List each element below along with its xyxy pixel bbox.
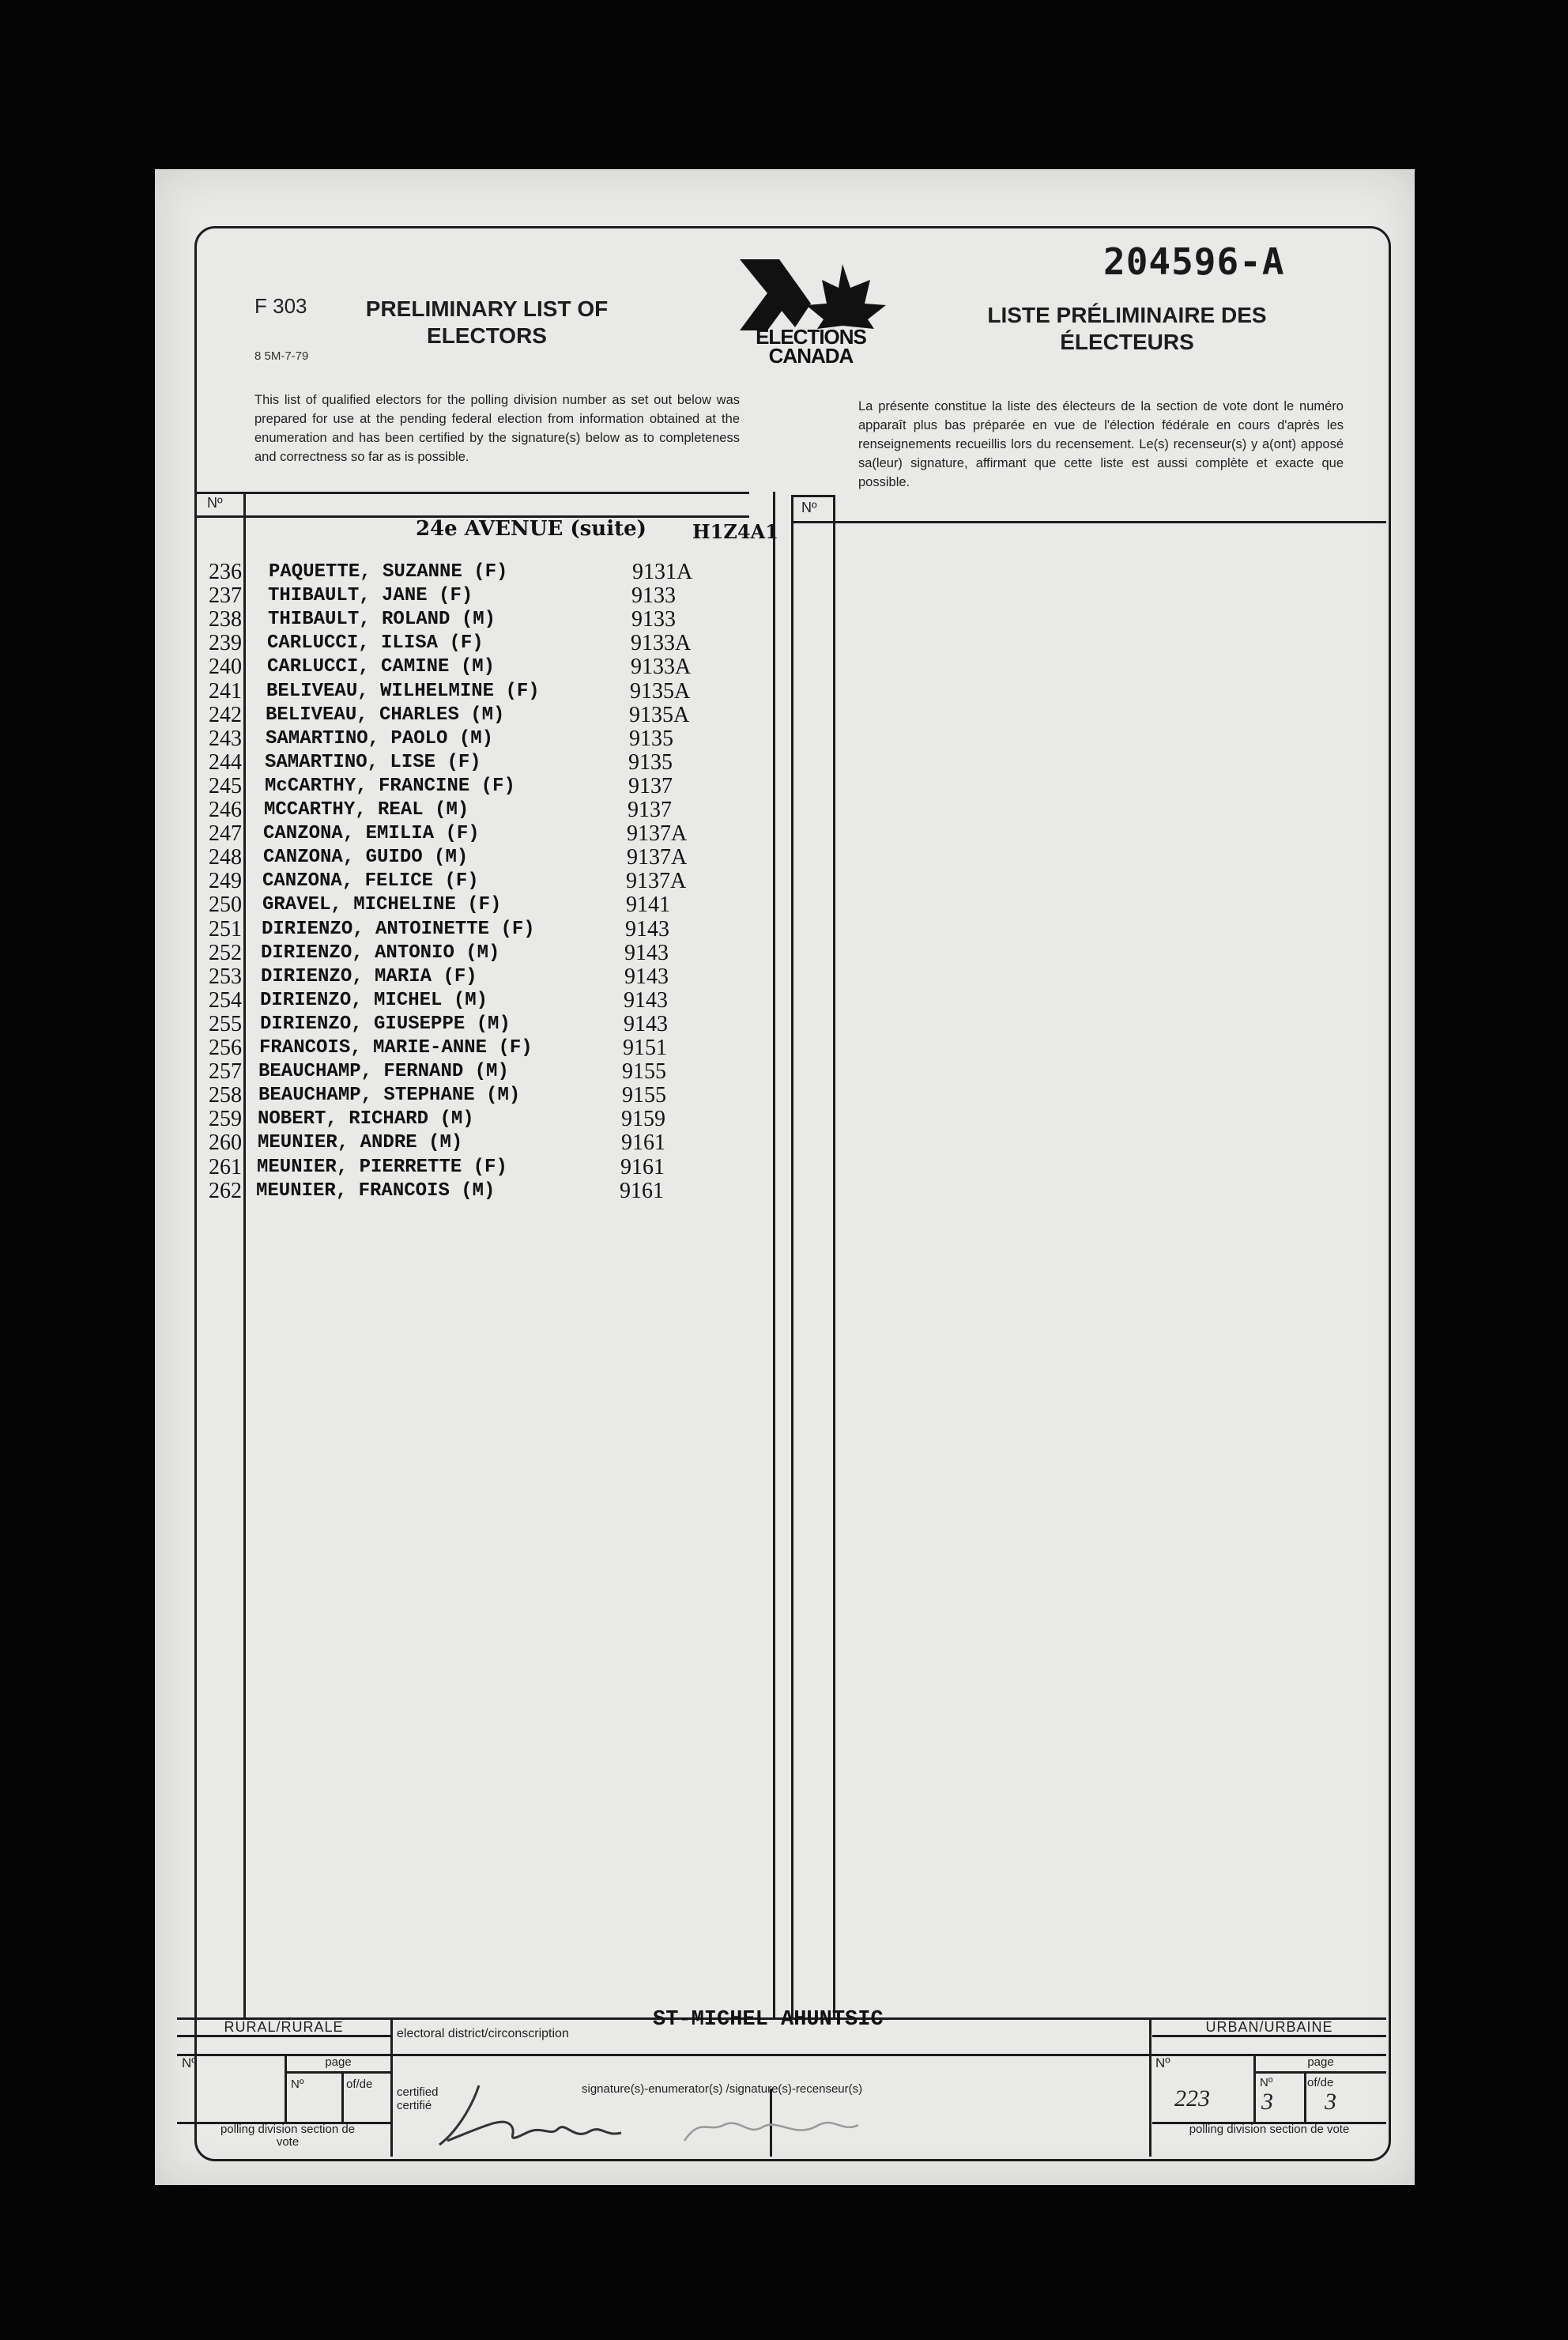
- elector-number: 242: [209, 703, 242, 727]
- urban-of-label: of/de: [1307, 2076, 1334, 2089]
- list-item: [155, 655, 756, 678]
- elector-name: BEAUCHAMP, STEPHANE (M): [258, 1085, 521, 1106]
- elector-number: 259: [209, 1107, 242, 1131]
- rural-page-label: page: [325, 2055, 352, 2069]
- elector-number: 243: [209, 727, 242, 751]
- elector-name: CANZONA, FELICE (F): [262, 870, 479, 892]
- elector-number: 253: [209, 964, 242, 989]
- list-item: [155, 1012, 756, 1036]
- elector-number: 244: [209, 750, 242, 775]
- list-item: [155, 1130, 756, 1154]
- list-item: [155, 774, 756, 798]
- elector-number: 249: [209, 869, 242, 893]
- elector-address: 9141: [626, 893, 670, 917]
- list-item: [155, 893, 756, 916]
- elector-address: 9135A: [630, 679, 691, 704]
- intro-french: La présente constitue la liste des électeurs de la section de vote dont le numéro apparaît plus bas préparée en vue de l'élection fédérale en cours d'après les renseignements recueillis lors du recensement. Le(s) recenseur(s) y a(ont) apposé sa(leur) signature, affirmant que cette liste est aussi complète et exacte que possible.: [858, 399, 1344, 489]
- logo-text: ELECTIONS CANADA: [756, 325, 866, 368]
- elector-name: BELIVEAU, CHARLES (M): [266, 704, 505, 726]
- list-item: [155, 869, 756, 893]
- elector-number: 246: [209, 798, 242, 822]
- form-number: F 303: [254, 294, 307, 318]
- elector-name: MEUNIER, PIERRETTE (F): [257, 1157, 507, 1178]
- elector-address: 9133A: [631, 631, 692, 655]
- electoral-district-label: electoral district/circonscription: [397, 2027, 569, 2040]
- elector-name: PAQUETTE, SUZANNE (F): [269, 561, 508, 583]
- elector-number: 255: [209, 1012, 242, 1036]
- elector-address: 9161: [620, 1155, 665, 1179]
- list-item: [155, 1083, 756, 1107]
- title-french: LISTE PRÉLIMINAIRE DES ÉLECTEURS: [987, 303, 1267, 354]
- column-header-no-right: Nº: [801, 500, 817, 515]
- elector-name: NOBERT, RICHARD (M): [258, 1108, 474, 1130]
- list-item: [155, 583, 756, 607]
- elector-name: FRANCOIS, MARIE-ANNE (F): [259, 1037, 533, 1059]
- elector-address: 9131A: [632, 560, 693, 584]
- elector-number: 254: [209, 988, 242, 1013]
- urban-no-label: Nº: [1155, 2055, 1170, 2070]
- list-column-divider: [773, 492, 775, 2017]
- elector-name: SAMARTINO, LISE (F): [265, 752, 481, 773]
- elector-number: 240: [209, 655, 242, 679]
- elector-number: 262: [209, 1179, 242, 1203]
- elector-name: DIRIENZO, ANTONIO (M): [261, 942, 500, 964]
- urban-polling-division-label: polling division section de vote: [1189, 2123, 1350, 2136]
- elector-number: 251: [209, 917, 242, 942]
- list-item: [155, 845, 756, 869]
- elector-name: DIRIENZO, MICHEL (M): [260, 990, 488, 1011]
- table-top-rule-left: [194, 492, 749, 494]
- elector-address: 9135: [628, 750, 673, 775]
- elector-address: 9161: [621, 1130, 665, 1155]
- enumerator-signatures: [424, 2070, 866, 2155]
- urban-of-divider: [1304, 2071, 1306, 2122]
- rural-page-no-label: Nº: [291, 2078, 304, 2091]
- list-item: [155, 631, 756, 655]
- elector-number: 248: [209, 845, 242, 870]
- table-header-rule-right: [791, 521, 1386, 523]
- urban-page-rule: [1253, 2071, 1386, 2074]
- elector-number: 245: [209, 774, 242, 798]
- list-item: [155, 964, 756, 988]
- form-print-date: 8 5M-7-79: [254, 349, 309, 363]
- elector-number: 236: [209, 560, 242, 584]
- elector-number: 256: [209, 1036, 242, 1060]
- elector-address: 9135A: [629, 703, 690, 727]
- rural-of-label: of/de: [346, 2078, 373, 2091]
- elector-name: McCARTHY, FRANCINE (F): [265, 776, 515, 797]
- elector-name: MEUNIER, ANDRE (M): [258, 1132, 463, 1153]
- elector-name: SAMARTINO, PAOLO (M): [266, 728, 494, 749]
- elector-name: CANZONA, EMILIA (F): [263, 823, 480, 844]
- postal-code: H1Z4A1: [692, 520, 778, 543]
- elector-address: 9137A: [627, 845, 688, 870]
- elector-name: BELIVEAU, WILHELMINE (F): [266, 681, 540, 702]
- elector-address: 9159: [621, 1107, 665, 1131]
- urban-page-number: 3: [1261, 2089, 1273, 2115]
- elector-address: 9143: [624, 941, 669, 965]
- list-item: [155, 917, 756, 941]
- elector-number: 241: [209, 679, 242, 704]
- rural-polling-division-label: polling division section de vote: [220, 2123, 356, 2149]
- elector-name: THIBAULT, JANE (F): [268, 585, 473, 606]
- signature-label: signature(s)-enumerator(s) /signature(s)-recenseur(s): [582, 2082, 863, 2096]
- elector-number: 239: [209, 631, 242, 655]
- urban-box-divider: [1149, 2017, 1152, 2157]
- title-english: PRELIMINARY LIST OF ELECTORS: [365, 296, 609, 348]
- urban-label: URBAN/URBAINE: [1205, 2019, 1333, 2035]
- elector-address: 9137: [628, 774, 673, 798]
- list-item: [155, 560, 756, 583]
- elector-address: 9143: [625, 917, 669, 942]
- elector-address: 9151: [623, 1036, 667, 1060]
- rural-label: RURAL/RURALE: [224, 2019, 344, 2035]
- elector-name: CARLUCCI, CAMINE (M): [267, 656, 496, 677]
- list-item: [155, 1059, 756, 1083]
- list-item: [155, 941, 756, 964]
- table-top-rule-right: [791, 495, 835, 497]
- electoral-district: ST-MICHEL AHUNTSIC: [653, 2008, 884, 2032]
- urban-polling-number: 223: [1174, 2085, 1210, 2112]
- elector-name: DIRIENZO, ANTOINETTE (F): [262, 919, 535, 940]
- list-item: [155, 703, 756, 727]
- rural-of-divider: [341, 2071, 344, 2122]
- right-number-column-divider: [833, 495, 835, 2017]
- certified-label: certified certifié: [397, 2085, 439, 2112]
- serial-number: 204596-A: [1103, 240, 1285, 283]
- elector-number: 247: [209, 821, 242, 846]
- elector-number: 258: [209, 1083, 242, 1108]
- elector-name: CARLUCCI, ILISA (F): [267, 632, 484, 654]
- elector-number: 260: [209, 1130, 242, 1155]
- urban-page-no-label: Nº: [1260, 2076, 1273, 2089]
- elector-name: BEAUCHAMP, FERNAND (M): [258, 1061, 509, 1082]
- list-item: [155, 750, 756, 774]
- elector-address: 9137: [628, 798, 672, 822]
- elector-address: 9133A: [631, 655, 692, 679]
- elector-name: THIBAULT, ROLAND (M): [268, 609, 496, 630]
- elector-number: 238: [209, 607, 242, 632]
- elector-address: 9143: [624, 988, 668, 1013]
- list-item: [155, 1155, 756, 1179]
- rural-box-divider: [390, 2017, 393, 2157]
- urban-page-total: 3: [1325, 2089, 1336, 2115]
- list-item: [155, 1179, 756, 1202]
- list-item: [155, 1107, 756, 1130]
- elector-address: 9143: [624, 1012, 668, 1036]
- list-item: [155, 1036, 756, 1059]
- list-item: [155, 988, 756, 1012]
- elector-address: 9143: [624, 964, 669, 989]
- elector-address: 9137A: [626, 869, 687, 893]
- elector-address: 9133: [631, 607, 676, 632]
- document-page: [155, 169, 1415, 2185]
- list-item: [155, 821, 756, 845]
- right-number-column-left: [791, 495, 793, 2017]
- street-name: 24e AVENUE (suite): [416, 517, 646, 541]
- elector-name: DIRIENZO, MARIA (F): [261, 966, 477, 987]
- elector-address: 9161: [620, 1179, 664, 1203]
- elector-name: MCCARTHY, REAL (M): [264, 799, 469, 821]
- elector-address: 9135: [629, 727, 673, 751]
- elector-name: DIRIENZO, GIUSEPPE (M): [260, 1013, 511, 1035]
- list-item: [155, 727, 756, 750]
- rural-page-rule: [285, 2071, 390, 2074]
- elector-number: 252: [209, 941, 242, 965]
- elector-number: 257: [209, 1059, 242, 1084]
- elector-number: 237: [209, 583, 242, 608]
- rural-no-label: Nº: [182, 2055, 197, 2070]
- elector-number: 250: [209, 893, 242, 917]
- column-header-no-left: Nº: [207, 495, 223, 511]
- elector-address: 9155: [622, 1083, 666, 1108]
- elector-address: 9137A: [627, 821, 688, 846]
- elector-number: 261: [209, 1155, 242, 1179]
- list-item: [155, 679, 756, 703]
- list-item: [155, 798, 756, 821]
- intro-english: This list of qualified electors for the polling division number as set out below was prepared for use at the pending federal election from information obtained at the enumeration and has been certified by the signature(s) below as to completeness and correctness so far as is possible.: [254, 393, 740, 464]
- elector-name: CANZONA, GUIDO (M): [263, 847, 469, 868]
- elector-address: 9155: [622, 1059, 666, 1084]
- elector-name: GRAVEL, MICHELINE (F): [262, 894, 502, 915]
- elector-name: MEUNIER, FRANCOIS (M): [256, 1180, 496, 1202]
- urban-page-label: page: [1307, 2055, 1334, 2069]
- elector-address: 9133: [631, 583, 676, 608]
- list-item: [155, 607, 756, 631]
